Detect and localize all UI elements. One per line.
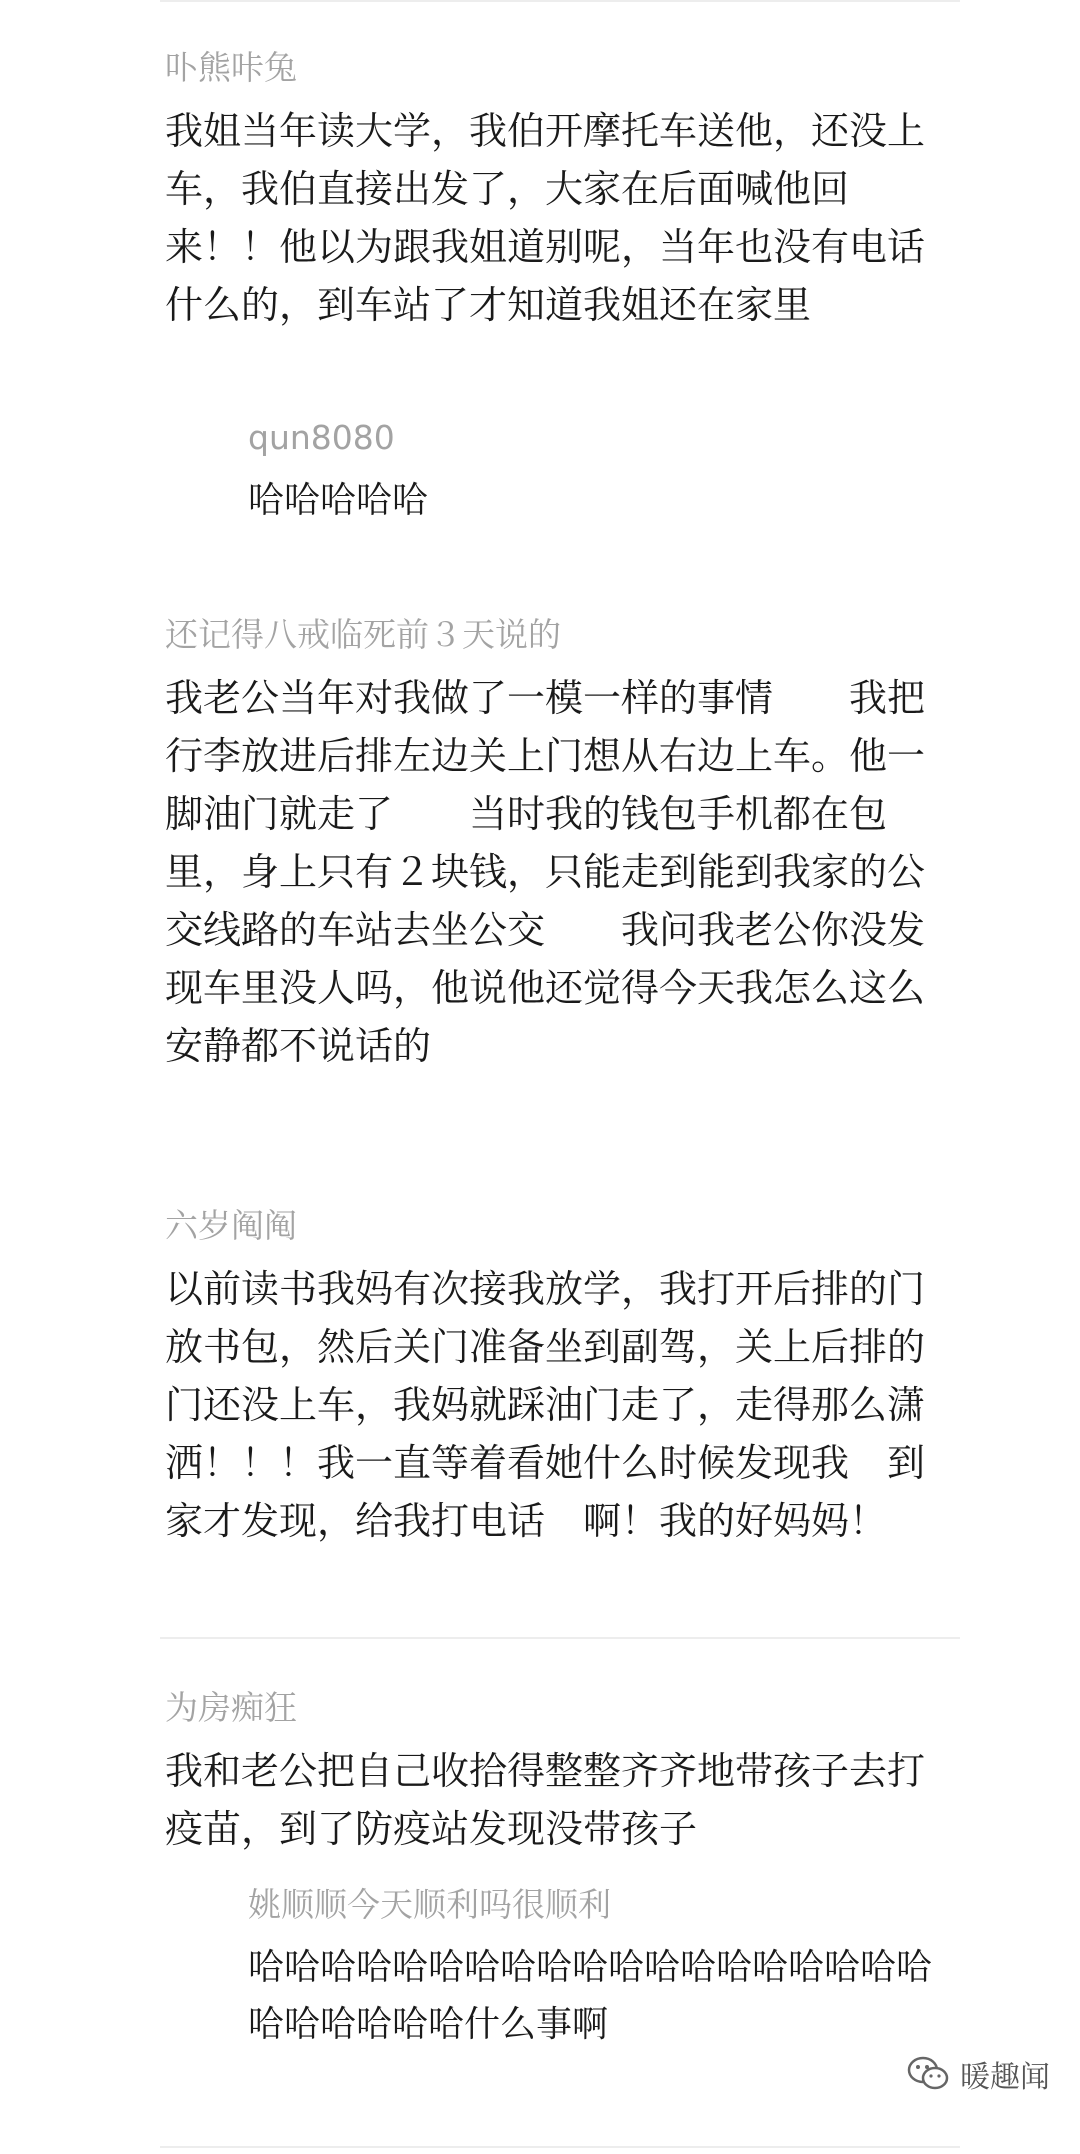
comment-item[interactable] (165, 1206, 925, 1550)
reply-username[interactable]: 姚顺顺今天顺利吗很顺利 (248, 1885, 611, 1924)
comment-item[interactable] (165, 615, 925, 1075)
comment-username[interactable]: 卟熊咔兔 (165, 48, 297, 87)
comment-text: 我老公当年对我做了一模一样的事情 我把行李放进后排左边关上门想从右边上车。他一脚油门就走了 当时我的钱包手机都在包里，身上只有２块钱，只能走到能到我家的公交线路的车站去坐公交 我问我老公你没发现车里没人吗，他说他还觉得今天我怎么这么安静都不说话的 (165, 676, 926, 1068)
divider-bottom (160, 2146, 960, 2148)
comment-text: 我姐当年读大学，我伯开摩托车送他，还没上车，我伯直接出发了，大家在后面喊他回来！！他以为跟我姐道别呢，当年也没有电话什么的，到车站了才知道我姐还在家里 (165, 109, 926, 327)
watermark (906, 2052, 1050, 2096)
wechat-icon (906, 2054, 950, 2094)
reply-text: 哈哈哈哈哈哈哈哈哈哈哈哈哈哈哈哈哈哈哈哈哈哈哈哈哈什么事啊 (248, 1947, 933, 2045)
reply-text: 哈哈哈哈哈 (248, 480, 429, 521)
comment-item[interactable] (165, 1688, 925, 1858)
comment-item[interactable] (165, 48, 925, 334)
divider-top (160, 0, 960, 2)
reply-item[interactable] (248, 418, 938, 529)
comment-text: 以前读书我妈有次接我放学，我打开后排的门放书包，然后关门准备坐到副驾，关上后排的门还没上车，我妈就踩油门走了，走得那么潇洒！！！我一直等着看她什么时候发现我 到家才发现，给我打电话 啊！我的好妈妈！ (165, 1267, 926, 1543)
comment-text: 我和老公把自己收拾得整整齐齐地带孩子去打疫苗，到了防疫站发现没带孩子 (165, 1749, 926, 1851)
divider (160, 1637, 960, 1639)
reply-item[interactable] (248, 1885, 938, 2053)
reply-username[interactable]: qun8080 (248, 418, 395, 457)
watermark-label: 暖趣闻 (960, 2060, 1050, 2095)
comment-username[interactable]: 为房痴狂 (165, 1688, 297, 1727)
comment-username[interactable]: 还记得八戒临死前３天说的 (165, 615, 561, 654)
comment-username[interactable]: 六岁阄阄 (165, 1206, 297, 1245)
